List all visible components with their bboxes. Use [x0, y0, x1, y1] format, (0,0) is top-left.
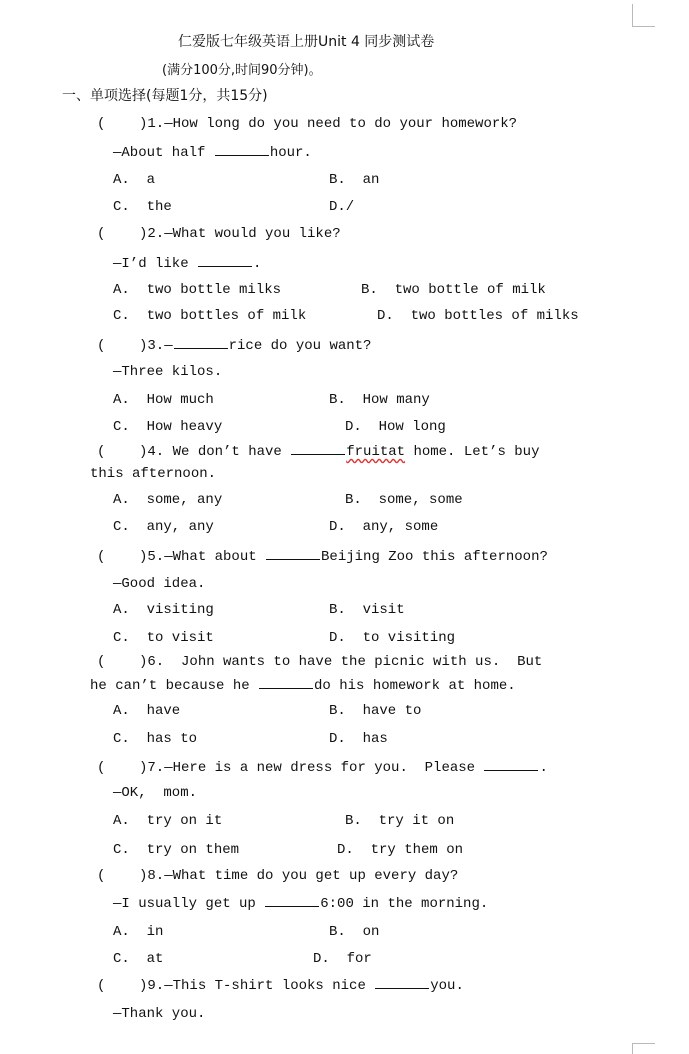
question-7-option-c: C. try on them — [113, 842, 240, 858]
question-6-stem-continued: he can’t because he do his homework at home. — [90, 678, 516, 694]
question-4-option-d: D. any, some — [329, 519, 439, 535]
answer-blank — [198, 254, 252, 267]
question-6-stem: ( )6. John wants to have the picnic with us. But — [97, 654, 543, 670]
page-corner-mark-top — [632, 4, 655, 27]
question-7-stem: ( )7.—Here is a new dress for you. Please . — [97, 760, 548, 776]
question-7-answer: —OK, mom. — [113, 785, 198, 801]
question-1-option-d: D./ — [329, 199, 355, 215]
spellcheck-underlined-word: fruitat — [346, 444, 406, 460]
question-3-option-a: A. How much — [113, 392, 214, 408]
question-5-stem: ( )5.—What about Beijing Zoo this afternoon? — [97, 549, 548, 565]
question-4-option-c: C. any, any — [113, 519, 214, 535]
answer-blank — [259, 676, 313, 689]
question-8-answer: —I usually get up 6:00 in the morning. — [113, 896, 489, 912]
question-8-option-b: B. on — [329, 924, 380, 940]
question-1-option-a: A. a — [113, 172, 156, 188]
question-1-answer: —About half hour. — [113, 145, 312, 161]
question-5-answer: —Good idea. — [113, 576, 206, 592]
question-5-option-c: C. to visit — [113, 630, 214, 646]
question-4-option-b: B. some, some — [345, 492, 463, 508]
answer-blank — [484, 758, 538, 771]
question-7-option-d: D. try them on — [337, 842, 464, 858]
question-7-option-b: B. try it on — [345, 813, 455, 829]
question-7-option-a: A. try on it — [113, 813, 223, 829]
question-3-stem: ( )3.— rice do you want? — [97, 338, 372, 354]
question-4-option-a: A. some, any — [113, 492, 223, 508]
question-5-option-a: A. visiting — [113, 602, 214, 618]
question-3-answer: —Three kilos. — [113, 364, 223, 380]
question-8-stem: ( )8.—What time do you get up every day? — [97, 868, 459, 884]
question-6-option-d: D. has — [329, 731, 388, 747]
question-5-option-d: D. to visiting — [329, 630, 456, 646]
question-8-option-c: C. at — [113, 951, 164, 967]
question-2-option-c: C. two bottles of milk — [113, 308, 307, 324]
answer-blank — [174, 336, 228, 349]
question-4-stem: ( )4. We don’t have fruitat home. Let’s buy — [97, 444, 540, 460]
question-6-option-a: A. have — [113, 703, 181, 719]
question-6-option-c: C. has to — [113, 731, 198, 747]
answer-blank — [266, 547, 320, 560]
answer-blank — [215, 143, 269, 156]
answer-blank — [291, 442, 345, 455]
document-title: 仁爱版七年级英语上册Unit 4 同步测试卷 — [178, 34, 435, 50]
question-3-option-b: B. How many — [329, 392, 430, 408]
document-subtitle: (满分100分,时间90分钟)。 — [162, 63, 322, 78]
answer-blank — [375, 976, 429, 989]
question-2-option-b: B. two bottle of milk — [361, 282, 546, 298]
section-heading: 一、单项选择(每题1分，共15分) — [62, 88, 268, 104]
answer-blank — [265, 894, 319, 907]
question-8-option-a: A. in — [113, 924, 164, 940]
question-3-option-d: D. How long — [345, 419, 446, 435]
question-2-option-a: A. two bottle milks — [113, 282, 282, 298]
question-9-stem: ( )9.—This T-shirt looks nice you. — [97, 978, 464, 994]
question-5-option-b: B. visit — [329, 602, 405, 618]
question-4-stem-continued: this afternoon. — [90, 466, 217, 482]
question-1-option-b: B. an — [329, 172, 380, 188]
question-6-option-b: B. have to — [329, 703, 422, 719]
question-9-answer: —Thank you. — [113, 1006, 206, 1022]
question-1-option-c: C. the — [113, 199, 172, 215]
question-3-option-c: C. How heavy — [113, 419, 223, 435]
question-2-option-d: D. two bottles of milks — [377, 308, 579, 324]
question-1-stem: ( )1.—How long do you need to do your homework? — [97, 116, 518, 132]
question-2-answer: —I’d like . — [113, 256, 262, 272]
question-2-stem: ( )2.—What would you like? — [97, 226, 341, 242]
question-8-option-d: D. for — [313, 951, 372, 967]
